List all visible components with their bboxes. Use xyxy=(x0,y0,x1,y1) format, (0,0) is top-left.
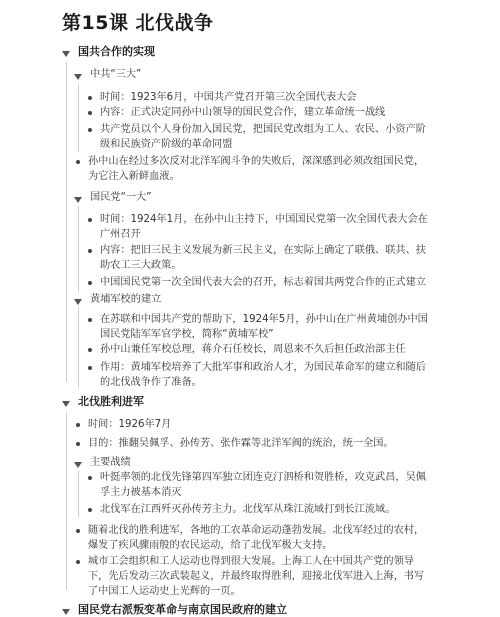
collapse-toggle-icon[interactable] xyxy=(74,462,82,468)
bullet-icon xyxy=(88,508,92,512)
list-item: 时间：1926年7月 xyxy=(88,419,172,430)
tree-guide-line xyxy=(78,308,79,388)
bullet-icon xyxy=(88,96,92,100)
collapse-toggle-icon[interactable] xyxy=(62,401,70,407)
node-cpc-third-congress: 中共“三大” xyxy=(90,69,142,80)
tree-guide-line xyxy=(66,412,67,590)
list-item-continued: 为它注入新鲜血液。 xyxy=(88,171,180,182)
list-item: 内容：把旧三民主义发展为新三民主义，在实际上确定了联俄、联共、扶 xyxy=(100,245,426,256)
list-item-continued: 了中国工人运动史上光辉的一页。 xyxy=(88,586,241,597)
list-item: 城市工会组织和工人运动也得到很大发展。上海工人在中国共产党的领导 xyxy=(88,556,414,567)
list-item-continued: 爆发了疾风骤雨般的农民运动，给了北伐军极大支持。 xyxy=(88,540,333,551)
list-item: 目的：推翻吴佩孚、孙传芳、张作霖等北洋军阀的统治，统一全国。 xyxy=(88,438,394,449)
list-item-continued: 级和民族资产阶级的革命同盟 xyxy=(100,139,233,150)
bullet-icon xyxy=(76,423,80,427)
bullet-icon xyxy=(76,442,80,446)
page-title: 第15课 北伐战争 xyxy=(62,12,214,34)
section-heading-kmt-betrayal: 国民党右派叛变革命与南京国民政府的建立 xyxy=(78,603,287,616)
list-item: 孙中山兼任军校总理，蒋介石任校长，周恩来不久后担任政治部主任 xyxy=(100,344,406,355)
bullet-icon xyxy=(88,281,92,285)
collapse-toggle-icon[interactable] xyxy=(74,299,82,305)
list-item: 孙中山在经过多次反对北洋军阀斗争的失败后，深深感到必须改组国民党， xyxy=(88,156,425,167)
bullet-icon xyxy=(88,218,92,222)
node-major-battles: 主要战绩 xyxy=(90,457,131,468)
list-item: 北伐军在江西歼灭孙传芳主力。北伐军从珠江流域打到长江流域。 xyxy=(100,504,396,515)
list-item: 时间：1923年6月，中国共产党召开第三次全国代表大会 xyxy=(100,92,357,103)
bullet-icon xyxy=(88,318,92,322)
list-item-continued: 下，先后发动三次武装起义，并最终取得胜利，迎接北伐军进入上海，书写 xyxy=(88,571,425,582)
bullet-icon xyxy=(88,476,92,480)
list-item: 中国国民党第一次全国代表大会的召开，标志着国共两党合作的正式建立 xyxy=(100,277,426,288)
collapse-toggle-icon[interactable] xyxy=(62,609,70,615)
bullet-icon xyxy=(76,529,80,533)
collapse-toggle-icon[interactable] xyxy=(62,51,70,57)
section-heading-cooperation: 国共合作的实现 xyxy=(78,45,155,58)
bullet-icon xyxy=(88,128,92,132)
tree-guide-line xyxy=(78,206,79,292)
list-item: 共产党员以个人身份加入国民党，把国民党改组为工人、农民、小资产阶 xyxy=(100,124,426,135)
list-item: 内容：正式决定同孙中山领导的国民党合作，建立革命统一战线 xyxy=(100,107,386,118)
section-heading-northern-expedition: 北伐胜利进军 xyxy=(78,395,144,408)
list-item-continued: 孚主力被基本消灭 xyxy=(100,487,182,498)
bullet-icon xyxy=(88,111,92,115)
collapse-toggle-icon[interactable] xyxy=(74,74,82,80)
list-item: 时间：1924年1月，在孙中山主持下，中国国民党第一次全国代表大会在 xyxy=(100,214,428,225)
tree-guide-line xyxy=(66,62,67,382)
list-item-continued: 助农工三大政策。 xyxy=(100,260,182,271)
bullet-icon xyxy=(76,560,80,564)
tree-guide-line xyxy=(78,84,79,152)
list-item: 叶挺率领的北伐先锋第四军独立团连克汀泗桥和贺胜桥，攻克武昌，吴佩 xyxy=(100,472,426,483)
list-item-continued: 的北伐战争作了准备。 xyxy=(100,377,202,388)
list-item-continued: 广州召开 xyxy=(100,229,141,240)
node-kmt-first-congress: 国民党“一大” xyxy=(90,192,152,203)
list-item: 作用：黄埔军校培养了大批军事和政治人才，为国民革命军的建立和随后 xyxy=(100,362,426,373)
collapse-toggle-icon[interactable] xyxy=(74,197,82,203)
bullet-icon xyxy=(76,160,80,164)
bullet-icon xyxy=(88,249,92,253)
tree-guide-line xyxy=(78,471,79,517)
list-item: 在苏联和中国共产党的帮助下，1924年5月，孙中山在广州黄埔创办中国 xyxy=(100,314,428,325)
bullet-icon xyxy=(88,348,92,352)
node-whampoa-academy: 黄埔军校的建立 xyxy=(90,294,162,305)
list-item: 随着北伐的胜利进军，各地的工农革命运动蓬勃发展。北伐军经过的农村， xyxy=(88,525,425,536)
bullet-icon xyxy=(88,366,92,370)
list-item-continued: 国民党陆军军官学校，简称“黄埔军校” xyxy=(100,329,274,340)
